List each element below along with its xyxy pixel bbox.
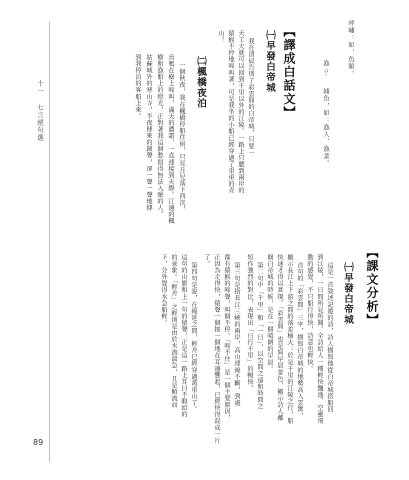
analysis-line-16: 的景象。「輕舟」之輕則是由於水流湍急，且是順流而 xyxy=(170,254,177,409)
translation-poem2-line-2: 烏鴉在樹上啼叫，滿天的濃霜，一直連接到天際。江邊的楓 xyxy=(167,54,174,225)
translation-poem2-line-1: 一個秋夜，我在楓橋停船住宿，只見月兒落下西沉， xyxy=(178,62,185,213)
poem2-title: ㈡楓橋夜泊 xyxy=(195,56,206,109)
translation-poem1-line-1: 我在清晨告別了彩雲間的白帝城，只要一 xyxy=(247,38,254,156)
analysis-line-13: 了。 xyxy=(203,254,210,268)
analysis-line-15: 這句的山影和上一句的猿聲，正是這一路上耳目不暇給的 xyxy=(180,254,187,418)
analysis-line-5: 顯示長江上下游之間的落差極大；於是千里的江陵之行，船 xyxy=(286,254,293,425)
margin-rule xyxy=(49,22,50,462)
vocab-note-2-text: 捕魚，如：漁人、漁業。 xyxy=(322,88,329,168)
translation-poem2-line-5: 到我停泊的客船上來。 xyxy=(134,54,141,120)
analysis-line-11: 都有猿猴的啼聲，叫個不停。「啼不住」是一個主要原因， xyxy=(223,254,230,422)
poem1-title: ㈠早發白帝城 xyxy=(264,30,275,93)
analysis-line-7: 開白帝城的時候，是在一個晴朗的早晨。 xyxy=(266,254,273,372)
translation-poem1-line-3: 猿猴不停地啼叫著，可是我坐的小船已經穿過了重重的青 xyxy=(227,30,234,194)
analysis-line-8: 第二句中「千里」和「一日」，以空間之遠和時間之 xyxy=(256,262,263,410)
translation-poem2-line-3: 樹和漁船上的燈光，正對著我這個愁悶得無法入眠的人。 xyxy=(156,54,163,218)
analysis-line-17: 下，分外覺得水急船輕。 xyxy=(160,254,167,327)
analysis-line-4: 首句的「彩雲間」三字，描寫白帝城的地勢高入雲霄， xyxy=(296,262,303,420)
translation-poem1-line-4: 山！ xyxy=(217,30,224,44)
analysis-line-9: 短作強烈的對比，表現出「日行千里」的暢快。 xyxy=(246,254,253,392)
analysis-poem1-title: ㈠早發白帝城 xyxy=(342,262,353,325)
analysis-line-3: 動的感覺，不只船行得快，詩意也輕快。 xyxy=(306,254,313,372)
chapter-running-head: 十一 七言絕句選 xyxy=(36,80,44,142)
analysis-line-10: 第三句是指長江三峽的兩岸，高山連綿不斷，到處 xyxy=(233,262,240,407)
vocab-note-2-label: 漁ㄩˊ xyxy=(322,60,329,83)
analysis-heading: 【課文分析】 xyxy=(365,246,379,327)
analysis-line-6: 快速才得以實現。「彩雲間」也是寫早晨景色，顯示詩人離 xyxy=(276,254,283,422)
page-number: 89 xyxy=(33,438,44,447)
translation-heading: 【譯成白話文】 xyxy=(282,25,296,120)
analysis-line-14: 第四句是說，在綿延之間，輕舟已經穿過萬重山了。 xyxy=(190,262,197,413)
analysis-line-2: 到江陵，一日間所見所聞。全詩給人一種輕快飄逸、空靈飛 xyxy=(316,254,323,425)
translation-poem1-line-2: 天工夫就可以回到千里以外的江陵。一路上只聽到兩岸的 xyxy=(237,30,244,194)
translation-poem2-line-4: 姑蘇城外的寒山寺，半夜傳來的鐘聲，卻一聲一聲地傳 xyxy=(145,54,152,212)
analysis-line-1: 這是一首敘述記遊的詩，詩人描寫他從白帝城搭船回 xyxy=(326,262,333,413)
analysis-line-12: 正因為走得快，猿聲一個接一個地在耳邊響起，已經快得混成一片 xyxy=(213,254,220,444)
vocab-note-1: 呼嘯：如，魚類。 xyxy=(347,20,354,78)
